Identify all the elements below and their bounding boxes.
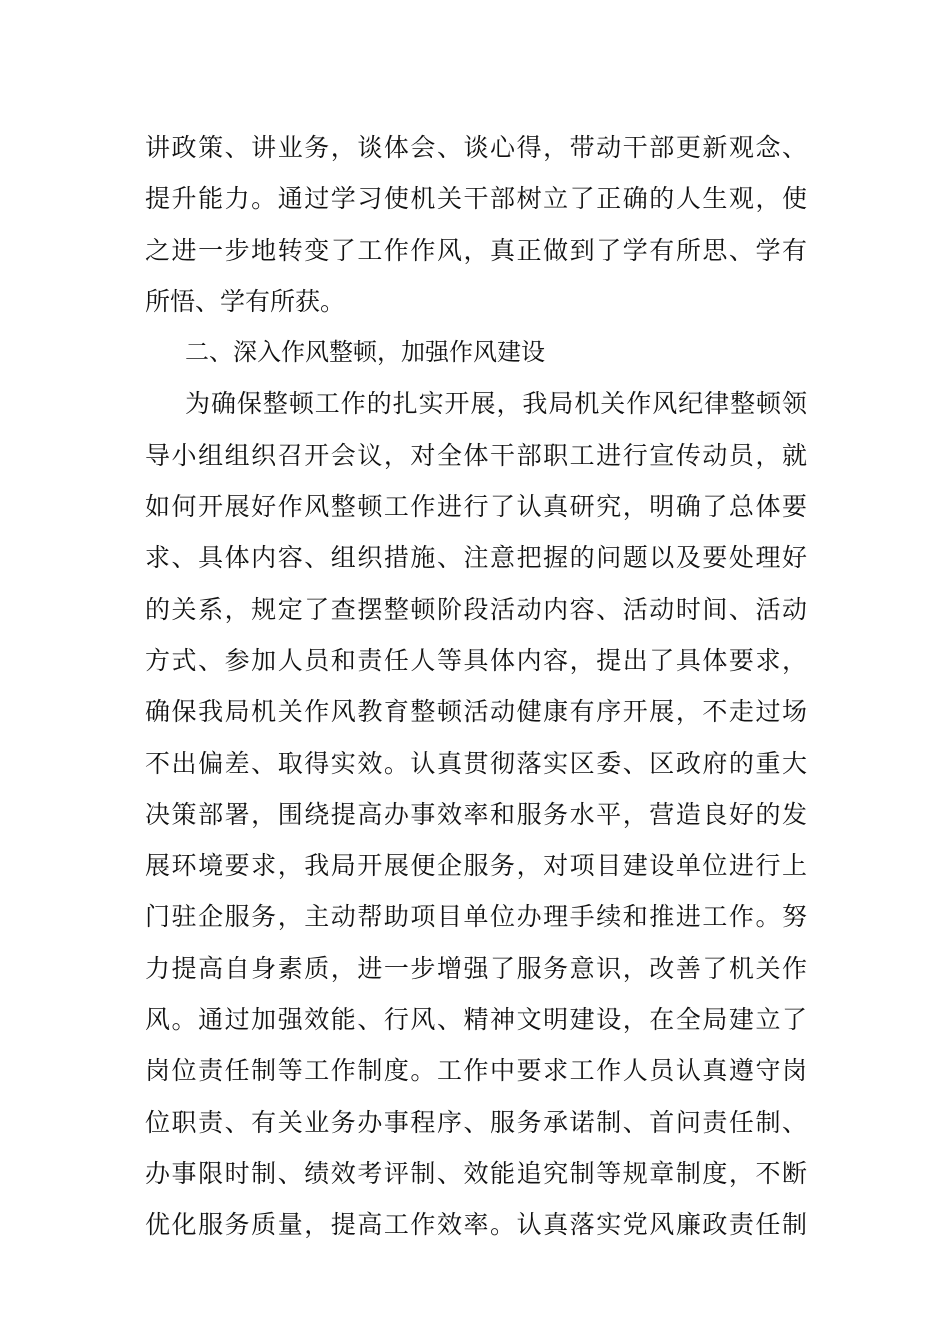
- paragraph-line: 门驻企服务，主动帮助项目单位办理手续和推进工作。努: [145, 902, 807, 932]
- paragraph-line: 所悟、学有所获。: [145, 286, 346, 316]
- paragraph-line: 的关系，规定了查摆整顿阶段活动内容、活动时间、活动: [145, 594, 807, 624]
- paragraph-line: 力提高自身素质，进一步增强了服务意识，改善了机关作: [145, 953, 807, 983]
- paragraph-line: 展环境要求，我局开展便企服务，对项目建设单位进行上: [145, 851, 807, 881]
- paragraph-line: 提升能力。通过学习使机关干部树立了正确的人生观，使: [145, 184, 807, 214]
- paragraph-line: 确保我局机关作风教育整顿活动健康有序开展，不走过场: [145, 697, 807, 727]
- body-text: [145, 122, 807, 1251]
- paragraph-line: 决策部署，围绕提高办事效率和服务水平，营造良好的发: [145, 799, 807, 829]
- paragraph-line: 办事限时制、绩效考评制、效能追究制等规章制度，不断: [145, 1158, 807, 1188]
- paragraph-line: 风。通过加强效能、行风、精神文明建设，在全局建立了: [145, 1005, 807, 1035]
- paragraph-line: 不出偏差、取得实效。认真贯彻落实区委、区政府的重大: [145, 748, 807, 778]
- paragraph-line: 讲政策、讲业务，谈体会、谈心得，带动干部更新观念、: [145, 133, 807, 162]
- paragraph-line: 之进一步地转变了工作作风，真正做到了学有所思、学有: [145, 235, 807, 265]
- section-heading: 二、深入作风整顿，加强作风建设: [185, 338, 545, 367]
- paragraph-line: 优化服务质量，提高工作效率。认真落实党风廉政责任制: [145, 1210, 807, 1240]
- paragraph-line: 岗位责任制等工作制度。工作中要求工作人员认真遵守岗: [145, 1056, 807, 1086]
- paragraph-line: 如何开展好作风整顿工作进行了认真研究，明确了总体要: [145, 492, 807, 522]
- paragraph-line: 方式、参加人员和责任人等具体内容，提出了具体要求，: [145, 645, 807, 675]
- paragraph-line: 导小组组织召开会议，对全体干部职工进行宣传动员，就: [145, 440, 807, 470]
- paragraph-line: 求、具体内容、组织措施、注意把握的问题以及要处理好: [145, 543, 807, 573]
- paragraph-line: 位职责、有关业务办事程序、服务承诺制、首问责任制、: [145, 1107, 807, 1137]
- paragraph-line: 为确保整顿工作的扎实开展，我局机关作风纪律整顿领: [185, 389, 807, 419]
